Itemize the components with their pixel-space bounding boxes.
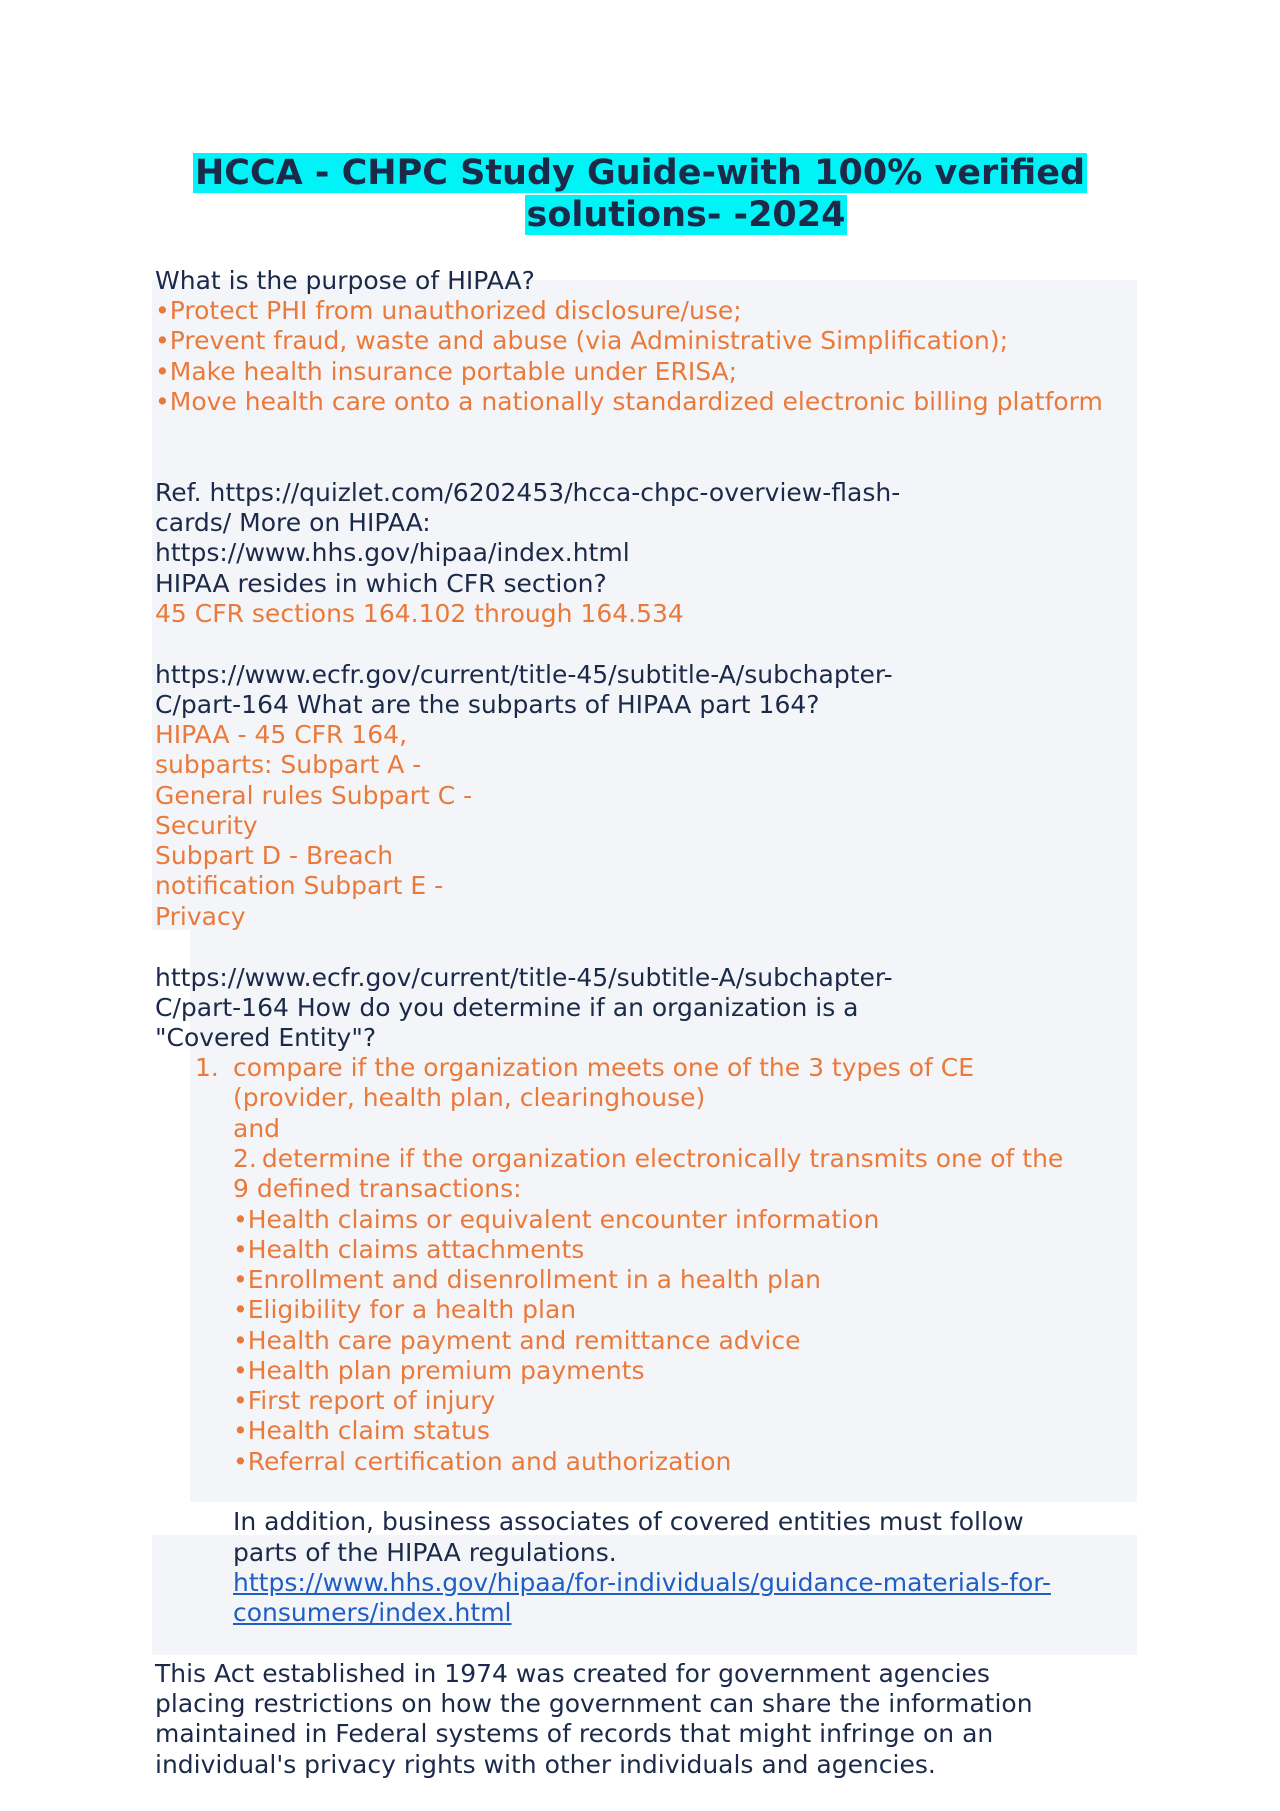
question-5-line: individual's privacy rights with other individuals and agencies. (155, 1750, 936, 1779)
reference-line: Ref. https://quizlet.com/6202453/hcca-chpc-overview-flash- (155, 478, 901, 507)
answer-4-line: (provider, health plan, clearinghouse) (233, 1083, 706, 1112)
title-line-2: solutions- -2024 (526, 195, 846, 235)
transaction-item: •Health claims attachments (233, 1235, 585, 1264)
answer-3-line: subparts: Subpart A - (155, 750, 422, 779)
question-3: C/part-164 What are the subparts of HIPAA part 164? (155, 690, 820, 719)
question-4-cont: "Covered Entity"? (155, 1023, 377, 1052)
answer-1-line: •Make health insurance portable under ERISA; (155, 357, 738, 386)
answer-3-line: notification Subpart E - (155, 871, 444, 900)
transaction-item: •Health care payment and remittance advice (233, 1326, 801, 1355)
answer-4-line: compare if the organization meets one of the 3 types of CE (233, 1053, 975, 1082)
addition-line: parts of the HIPAA regulations. (233, 1538, 617, 1567)
transaction-item: •Eligibility for a health plan (233, 1295, 577, 1324)
reference-line: https://www.hhs.gov/hipaa/index.html (155, 538, 630, 567)
transaction-item: •Enrollment and disenrollment in a health plan (233, 1265, 821, 1294)
answer-3-line: Privacy (155, 902, 246, 931)
addition-line: In addition, business associates of covered entities must follow (233, 1507, 1024, 1536)
document-title (0, 152, 1280, 236)
title-line-1: HCCA - CHPC Study Guide-with 100% verified (194, 153, 1086, 193)
question-2: HIPAA resides in which CFR section? (155, 569, 607, 598)
hhs-guidance-link-cont[interactable]: consumers/index.html (233, 1598, 512, 1627)
question-5-line: placing restrictions on how the government can share the information (155, 1689, 1033, 1718)
answer-2: 45 CFR sections 164.102 through 164.534 (155, 599, 684, 628)
transaction-item: •Health plan premium payments (233, 1356, 645, 1385)
answer-4-line: 9 defined transactions: (233, 1174, 522, 1203)
answer-3-line: Subpart D - Breach (155, 841, 394, 870)
reference-line: cards/ More on HIPAA: (155, 508, 431, 537)
hhs-guidance-link[interactable]: https://www.hhs.gov/hipaa/for-individuals/guidance-materials-for- (233, 1568, 1051, 1597)
reference-line: https://www.ecfr.gov/current/title-45/subtitle-A/subchapter- (155, 660, 893, 689)
answer-3-line: Security (155, 811, 258, 840)
question-1: What is the purpose of HIPAA? (155, 266, 535, 295)
answer-3-line: HIPAA - 45 CFR 164, (155, 720, 408, 749)
reference-line: https://www.ecfr.gov/current/title-45/subtitle-A/subchapter- (155, 963, 893, 992)
list-number: 1. (195, 1053, 219, 1082)
answer-3-line: General rules Subpart C - (155, 781, 473, 810)
question-5-line: This Act established in 1974 was created for government agencies (155, 1659, 990, 1688)
answer-1-line: •Protect PHI from unauthorized disclosure/use; (155, 296, 742, 325)
transaction-item: •Health claim status (233, 1416, 490, 1445)
answer-1-line: •Prevent fraud, waste and abuse (via Administrative Simplification); (155, 326, 1009, 355)
transaction-item: •Referral certification and authorization (233, 1447, 732, 1476)
question-4: C/part-164 How do you determine if an organization is a (155, 993, 859, 1022)
transaction-item: •Health claims or equivalent encounter information (233, 1205, 880, 1234)
answer-4-line: 2. determine if the organization electronically transmits one of the (233, 1144, 1064, 1173)
question-5-line: maintained in Federal systems of records that might infringe on an (155, 1719, 994, 1748)
answer-4-line: and (233, 1114, 281, 1143)
answer-1-line: •Move health care onto a nationally standardized electronic billing platform (155, 387, 1103, 416)
transaction-item: •First report of injury (233, 1386, 496, 1415)
